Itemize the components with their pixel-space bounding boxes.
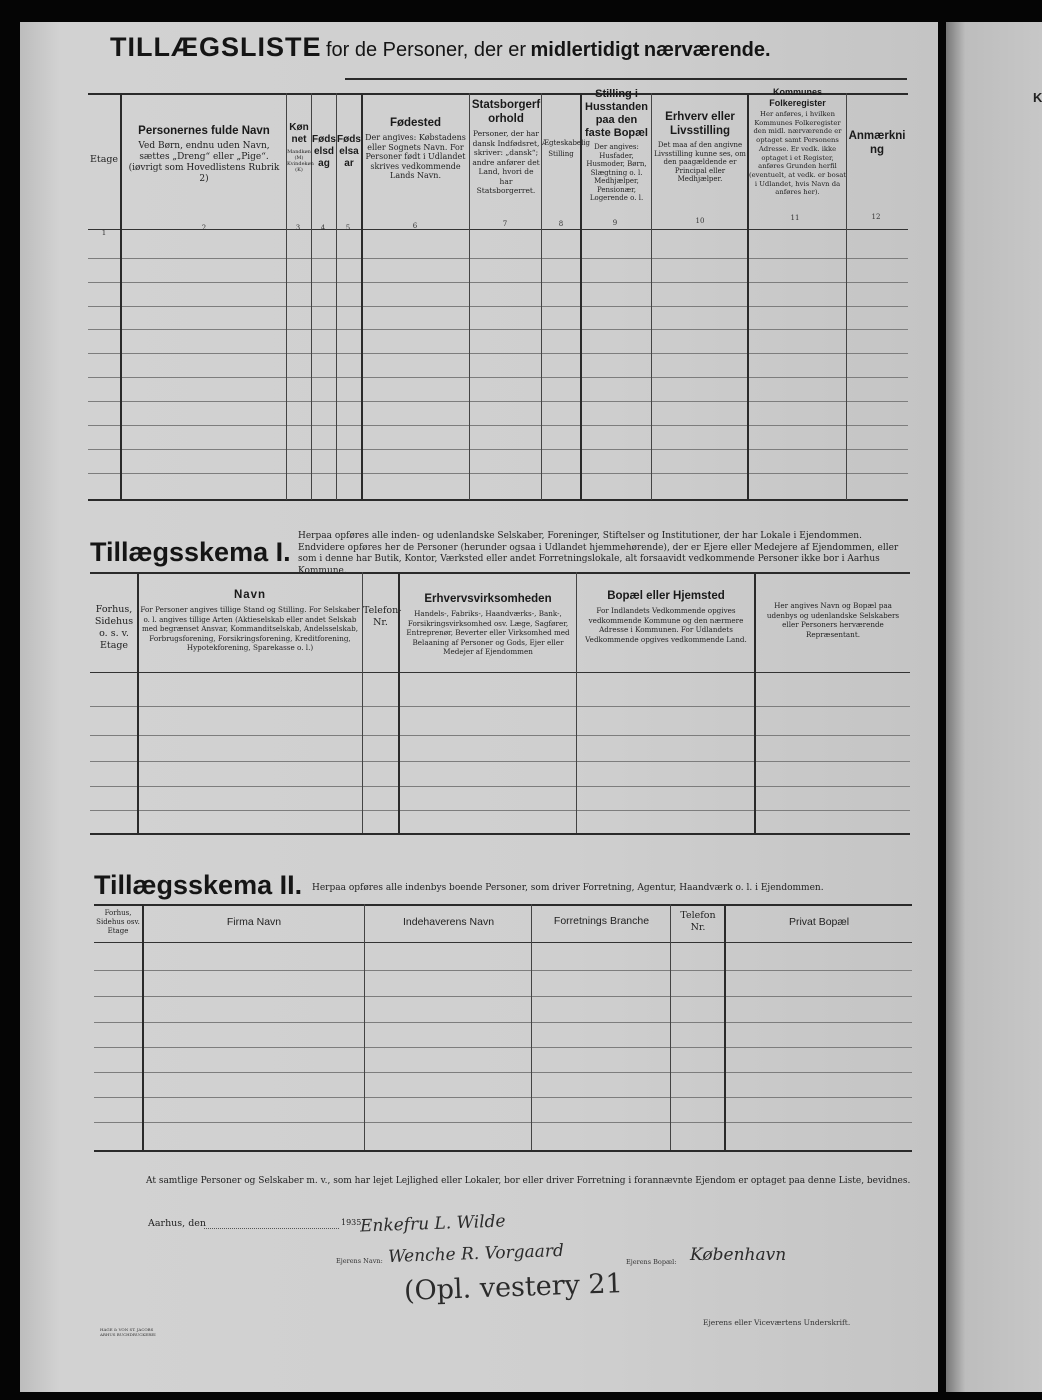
skema1-top xyxy=(90,572,910,574)
skema2-hdr-indehaver: Indehaverens Navn xyxy=(402,916,495,928)
main-col-divider xyxy=(469,93,470,500)
colnum-3: 3 xyxy=(295,224,301,232)
main-row-line xyxy=(88,282,908,283)
skema1-hdr-erhverv: Erhvervsvirksomheden Handels-, Fabriks-, Haandværks-, Bank-, Forsikringsvirksomhed osv. Læge, Sagfører, Entreprenør, Beverter eller Virksomhed med Belaaning af Personer og Gods, Ejer eller Medejer af Ejendommen xyxy=(406,593,570,656)
main-table-bottom xyxy=(88,499,908,501)
right-page-fragment: K xyxy=(1033,90,1042,105)
skema1-row-line xyxy=(90,735,910,736)
skema1-hdr-telefon: Telefon-Nr. xyxy=(363,605,402,628)
skema2-hdr-telefon: Telefon Nr. xyxy=(680,910,716,933)
skema1-row-line xyxy=(90,786,910,787)
main-row-line xyxy=(88,306,908,307)
main-row-line xyxy=(88,473,908,474)
hdr-anmaerkning: Anmærkning xyxy=(848,130,906,156)
owner-name-label: Ejerens Navn: xyxy=(336,1257,383,1265)
main-col-divider xyxy=(651,93,652,500)
skema1-col-divider xyxy=(754,572,756,833)
title-bold: midlertidigt xyxy=(530,39,640,61)
colnum-12: 12 xyxy=(871,213,881,221)
skema2-hdr-bopael: Privat Bopæl xyxy=(788,916,850,928)
right-page-edge xyxy=(946,22,1042,1392)
main-row-line xyxy=(88,258,908,259)
owner-address-label: Ejerens Bopæl: xyxy=(626,1258,677,1266)
skema1-row-line xyxy=(90,761,910,762)
skema2-row-line xyxy=(94,1122,912,1123)
skema1-bottom xyxy=(90,833,910,835)
main-row-line xyxy=(88,449,908,450)
title-big: TILLÆGSLISTE xyxy=(110,32,322,62)
title-mid1: for de Personer, der er xyxy=(325,39,527,61)
skema2-title: Tillægsskema II. xyxy=(94,870,303,900)
skema2-hdr-branche: Forretnings Branche xyxy=(553,915,650,927)
skema2-top xyxy=(94,904,912,906)
skema1-hdr-navn: Navn For Personer angives tillige Stand og Stilling. For Selskaber o. l. angives tillige Arten (Aktieselskab eller andet Selskab med begrænset Ansvar, Kommanditselskab, Andelsselskab, Forbrugsforening, Forsikringsforening, Kreditforening, Hypotekforening, Sparekasse o. l.) xyxy=(140,589,360,652)
skema2-row-line xyxy=(94,1022,912,1023)
hdr-stilling: Stilling i Husstanden paa den faste Bopæl Der angives: Husfader, Husmoder, Børn, Slægtning o. l. Medhjælper, Pensionær, Logerende o. l. xyxy=(585,88,648,202)
main-row-line xyxy=(88,329,908,330)
skema2-bottom xyxy=(94,1150,912,1152)
colnum-1: 1 xyxy=(101,229,107,237)
main-col-divider xyxy=(120,93,122,500)
skema1-row-line xyxy=(90,810,910,811)
hdr-folkeregister: Kommunes Folkeregister Her anføres, i hvilken Kommunes Folkeregister den midl. nærværende er optaget samt Personens Adresse. Er vedk. ikke optaget i et Register, anføres Grunden herfil (eventuelt, at vedk. er bosat i Udlandet, hvis Navn da anføres her). xyxy=(749,87,847,197)
hdr-fodselsaar: Fødselsaar xyxy=(337,134,361,169)
skema2-col-divider xyxy=(724,904,726,1150)
skema2-hdr-etage: Forhus, Sidehus osv. Etage xyxy=(96,909,140,935)
skema2-header-bottom xyxy=(94,942,912,943)
main-row-line xyxy=(88,353,908,354)
footer-statement: At samtlige Personer og Selskaber m. v., som har lejet Lejlighed eller Lokaler, bor eller driver Forretning i forannævnte Ejendom er optaget paa denne Liste, bevidnes. xyxy=(146,1176,911,1186)
skema2-hdr-firma: Firma Navn xyxy=(226,916,282,928)
colnum-7: 7 xyxy=(502,220,508,228)
title-underline xyxy=(345,78,907,80)
colnum-5: 5 xyxy=(345,224,351,232)
hdr-erhverv: Erhverv eller Livsstilling Det maa af den angivne Livsstilling kunne ses, om den paagældende er Principal eller Medhjælper. xyxy=(654,111,746,183)
colnum-11: 11 xyxy=(790,214,800,222)
page-title xyxy=(110,32,771,63)
handwritten-address: København xyxy=(690,1245,787,1265)
skema1-hdr-bopael: Bopæl eller Hjemsted For Indlandets Vedkommende opgives vedkommende Kommune og den nærmere Adresse i Kommunen. For Udlandets Vedkommende opgives vedkommende Land. xyxy=(585,590,747,644)
skema2-row-line xyxy=(94,996,912,997)
handwritten-name-2: Wenche R. Vorgaard xyxy=(387,1240,565,1268)
colnum-4: 4 xyxy=(320,224,326,232)
title-mid2: nærværende. xyxy=(643,39,771,61)
date-dotted-line xyxy=(204,1228,339,1229)
skema2-intro: Herpaa opføres alle indenbys boende Personer, som driver Forretning, Agentur, Haandværk o. l. i Ejendommen. xyxy=(312,883,824,893)
colnum-2: 2 xyxy=(201,224,207,232)
handwritten-address-2: (Opl. vestery 21 xyxy=(403,1268,624,1307)
hdr-etage: Etage xyxy=(89,154,119,165)
skema1-intro: Herpaa opføres alle inden- og udenlandske Selskaber, Foreninger, Stiftelser og Institutioner, der har Lokale i Ejendommen. Endvidere opføres her de Personer (herunder ogsaa i Udlandet hjemmehørende), der er Ejere eller Medejere af Ejendommen, eller som i denne har Butik, Kontor, Værksted eller andet Forretningslokale, alt forsaavidt vedkommende Personer ikke bor i Aarhus Kommune. xyxy=(298,531,899,576)
skema2-row-line xyxy=(94,1047,912,1048)
skema2-row-line xyxy=(94,1097,912,1098)
main-row-line xyxy=(88,425,908,426)
skema1-hdr-repraesentant: Her angives Navn og Bopæl paa udenbys og udenlandske Selskabers eller Personers herværende Repræsentant. xyxy=(766,601,900,639)
colnum-6: 6 xyxy=(412,222,418,230)
footer-year: 1935 xyxy=(341,1218,362,1227)
main-col-divider xyxy=(361,93,363,500)
skema1-hdr-etage: Forhus, Sidehus o. s. v. Etage xyxy=(94,604,134,651)
colnum-9: 9 xyxy=(612,219,618,227)
skema2-col-divider xyxy=(142,904,144,1150)
colnum-10: 10 xyxy=(695,217,705,225)
footer-city: Aarhus, den xyxy=(148,1218,207,1229)
hdr-aegteskab: Ægteskabelig Stilling xyxy=(542,139,591,158)
skema2-row-line xyxy=(94,970,912,971)
skema1-col-divider xyxy=(576,572,577,833)
colnum-8: 8 xyxy=(558,220,564,228)
skema1-col-divider xyxy=(137,572,139,833)
hdr-fodested: Fødested Der angives: Købstadens eller Sognets Navn. For Personer født i Udlandet skrives vedkommende Lands Navn. xyxy=(365,117,466,180)
skema2-row-line xyxy=(94,1072,912,1073)
printer-mark: HAGE & VON ST. JACOBS ARHUS BUCHDRUCKEREI xyxy=(100,1327,156,1337)
hdr-fodselsdag: Fødselsdag xyxy=(312,134,336,169)
skema2-col-divider xyxy=(364,904,365,1150)
skema1-header-bottom xyxy=(90,672,910,673)
hdr-navn: Personernes fulde Navn Ved Børn, endnu uden Navn, sættes „Dreng“ eller „Pige“. (iøvrigt som Hovedlistens Rubrik 2) xyxy=(128,125,280,184)
handwritten-name-1: Enkefru L. Wilde xyxy=(359,1211,506,1237)
skema1-row-line xyxy=(90,706,910,707)
main-row-line xyxy=(88,377,908,378)
main-row-line xyxy=(88,401,908,402)
skema1-title: Tillægsskema I. xyxy=(90,537,291,567)
form-page xyxy=(20,22,938,1392)
hdr-kon: Kønnet Mandkøn (M) Kvindekøn (K) xyxy=(287,122,314,173)
hdr-statsborger: Statsborgerforhold Personer, der har dansk Indfødsret, skriver: „dansk“; andre anfører det Land, hvori de har Statsborgerret. xyxy=(471,99,541,195)
skema2-col-divider xyxy=(670,904,671,1150)
signature-label: Ejerens eller Viceværtens Underskrift. xyxy=(703,1318,851,1327)
skema2-col-divider xyxy=(531,904,532,1150)
